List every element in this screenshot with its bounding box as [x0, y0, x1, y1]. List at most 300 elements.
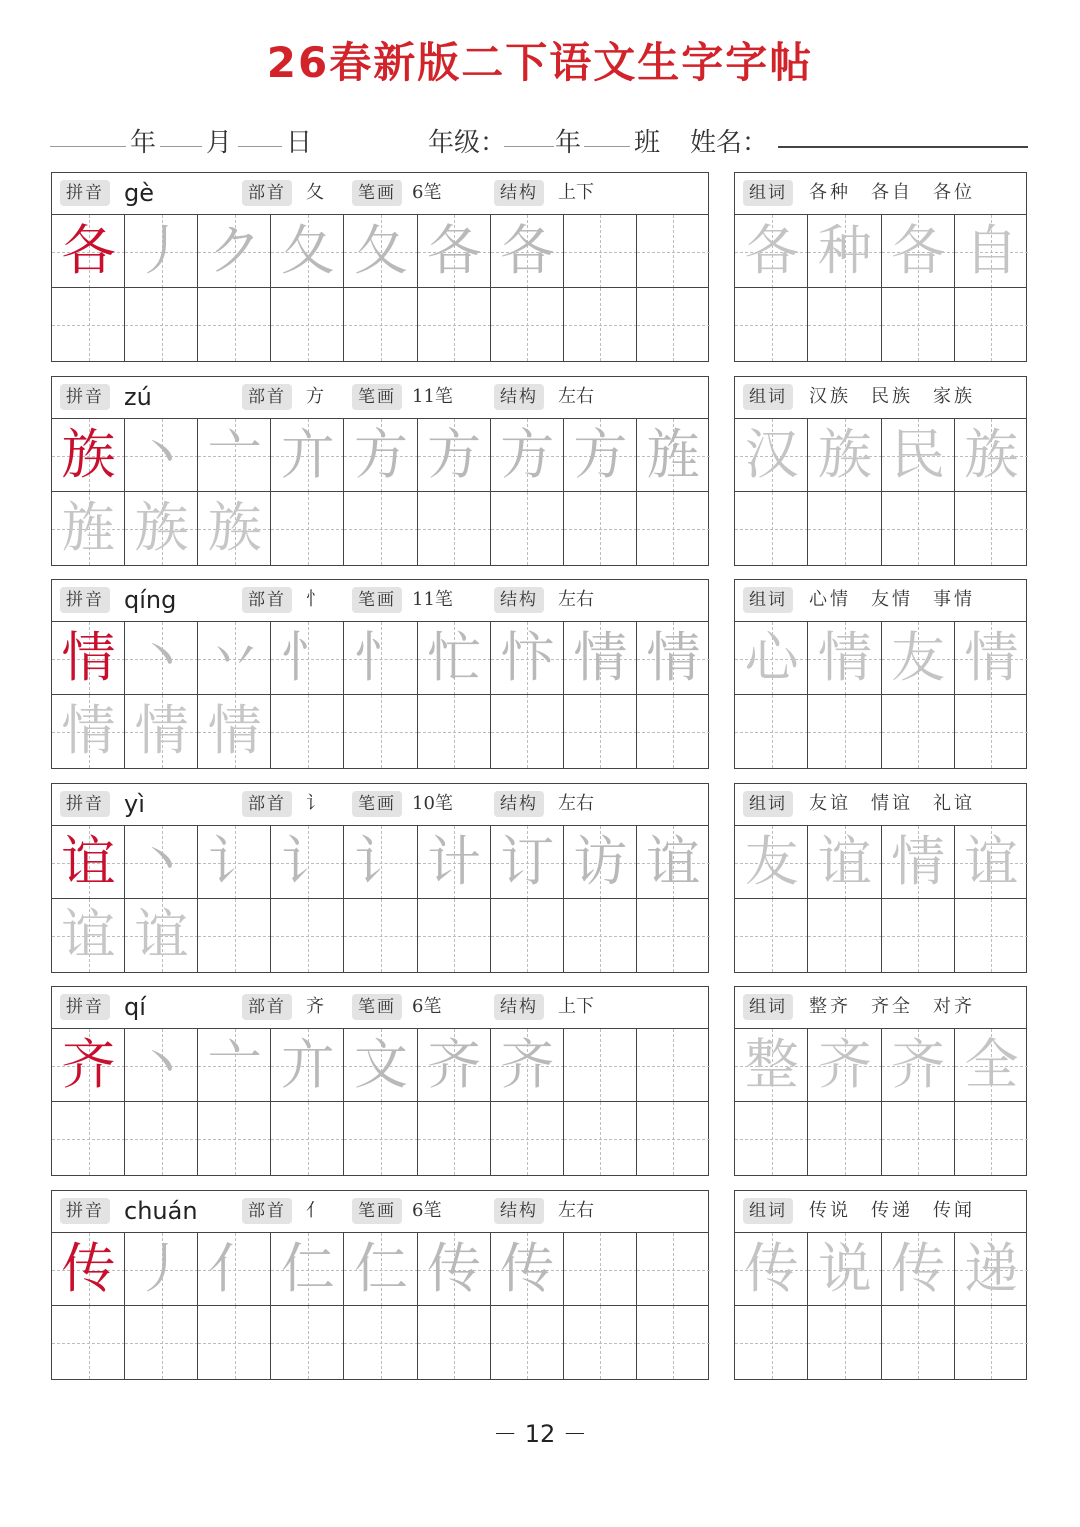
writing-cell[interactable]	[637, 1233, 710, 1306]
word-example: 汉族	[809, 386, 851, 407]
word-writing-cell[interactable]	[735, 1029, 808, 1102]
word-writing-cell[interactable]	[955, 695, 1028, 768]
writing-cell[interactable]	[637, 215, 710, 288]
pinyin-tag: 拼音	[60, 994, 110, 1020]
word-practice-panel	[734, 376, 1027, 566]
stroke-order-step: 丶	[134, 423, 189, 486]
month-blank[interactable]	[160, 146, 202, 147]
stroke-order-step: 齐	[500, 1033, 555, 1096]
char-practice-panel	[51, 1190, 709, 1380]
writing-cell[interactable]	[491, 622, 564, 695]
writing-cell[interactable]	[125, 419, 198, 492]
strokes-value: 10笔	[412, 793, 453, 814]
writing-cell[interactable]	[198, 1306, 271, 1379]
writing-cell[interactable]	[125, 1233, 198, 1306]
word-header	[735, 784, 1026, 826]
word-example: 家族	[933, 386, 975, 407]
word-writing-cell[interactable]	[808, 1102, 881, 1175]
writing-cell[interactable]	[637, 1306, 710, 1379]
writing-cell[interactable]	[198, 492, 271, 565]
word-trace-character: 自	[964, 219, 1019, 282]
word-header	[735, 580, 1026, 622]
word-writing-cell[interactable]	[735, 1102, 808, 1175]
structure-value: 上下	[558, 182, 594, 203]
word-example: 事情	[933, 589, 975, 610]
writing-cell[interactable]	[125, 1306, 198, 1379]
writing-cell[interactable]	[418, 288, 491, 361]
writing-cell[interactable]	[491, 419, 564, 492]
stroke-order-step: 讠	[207, 830, 262, 893]
word-trace-character: 传	[744, 1237, 799, 1300]
char-info-header	[52, 987, 708, 1029]
strokes-tag: 笔画	[352, 791, 402, 817]
writing-cell[interactable]	[637, 899, 710, 972]
writing-cell[interactable]	[418, 695, 491, 768]
writing-cell[interactable]	[52, 1306, 125, 1379]
name-label: 姓名：	[690, 128, 769, 158]
writing-cell[interactable]	[52, 1029, 125, 1102]
word-writing-cell[interactable]	[955, 492, 1028, 565]
writing-cell[interactable]	[271, 899, 344, 972]
writing-cell[interactable]	[491, 1306, 564, 1379]
structure-tag: 结构	[494, 384, 544, 410]
writing-cell[interactable]	[52, 695, 125, 768]
word-writing-cell[interactable]	[808, 695, 881, 768]
writing-cell[interactable]	[271, 215, 344, 288]
pinyin-value: gè	[124, 179, 154, 207]
word-writing-cell[interactable]	[882, 215, 955, 288]
writing-cell[interactable]	[125, 899, 198, 972]
writing-cell[interactable]	[491, 826, 564, 899]
word-header	[735, 987, 1026, 1029]
model-character: 情	[61, 626, 116, 689]
writing-cell[interactable]	[344, 1233, 417, 1306]
word-writing-cell[interactable]	[882, 1306, 955, 1379]
word-trace-character: 齐	[891, 1033, 946, 1096]
word-writing-cell[interactable]	[808, 1233, 881, 1306]
structure-tag: 结构	[494, 994, 544, 1020]
stroke-order-step: 忭	[500, 626, 555, 689]
writing-cell[interactable]	[418, 1029, 491, 1102]
word-example: 情谊	[871, 793, 913, 814]
word-example: 友谊	[809, 793, 851, 814]
writing-cell[interactable]	[491, 1029, 564, 1102]
writing-cell[interactable]	[198, 622, 271, 695]
word-practice-panel	[734, 986, 1027, 1176]
writing-cell[interactable]	[198, 899, 271, 972]
writing-cell[interactable]	[564, 695, 637, 768]
trace-character: 族	[134, 496, 189, 559]
word-trace-character: 谊	[817, 830, 872, 893]
name-blank[interactable]	[778, 146, 1028, 148]
grade-label: 年级：	[428, 128, 507, 158]
word-trace-character: 各	[744, 219, 799, 282]
writing-cell[interactable]	[271, 288, 344, 361]
word-example: 各自	[871, 182, 913, 203]
word-writing-cell[interactable]	[882, 1233, 955, 1306]
word-example: 传递	[871, 1200, 913, 1221]
class-label: 班	[634, 128, 661, 158]
writing-cell[interactable]	[125, 288, 198, 361]
word-writing-cell[interactable]	[955, 1029, 1028, 1102]
writing-cell[interactable]	[418, 826, 491, 899]
word-trace-character: 种	[817, 219, 872, 282]
pinyin-tag: 拼音	[60, 587, 110, 613]
writing-cell[interactable]	[564, 288, 637, 361]
stroke-order-step: 丶	[134, 1033, 189, 1096]
stroke-order-step: 丶	[134, 626, 189, 689]
stroke-order-step: 情	[646, 626, 701, 689]
word-writing-cell[interactable]	[882, 826, 955, 899]
stroke-order-step: 讠	[353, 830, 408, 893]
writing-cell[interactable]	[271, 419, 344, 492]
stroke-order-step: 忄	[353, 626, 408, 689]
year-blank[interactable]	[50, 146, 126, 147]
writing-cell[interactable]	[491, 288, 564, 361]
stroke-order-step: 亣	[280, 423, 335, 486]
word-example: 传说	[809, 1200, 851, 1221]
stroke-order-step: 亠	[207, 423, 262, 486]
month-label: 月	[206, 128, 233, 158]
radical-value: 齐	[306, 996, 324, 1017]
word-example: 传闻	[933, 1200, 975, 1221]
writing-cell[interactable]	[344, 492, 417, 565]
word-writing-cell[interactable]	[882, 695, 955, 768]
writing-cell[interactable]	[198, 1102, 271, 1175]
writing-cell[interactable]	[564, 1029, 637, 1102]
stroke-order-step: 夂	[280, 219, 335, 282]
writing-cell[interactable]	[52, 1102, 125, 1175]
pinyin-tag: 拼音	[60, 1198, 110, 1224]
structure-value: 左右	[558, 386, 594, 407]
radical-value: 夂	[306, 182, 324, 203]
radical-tag: 部首	[242, 180, 292, 206]
stroke-order-step: 各	[500, 219, 555, 282]
stroke-order-step: 夂	[353, 219, 408, 282]
radical-tag: 部首	[242, 791, 292, 817]
writing-cell[interactable]	[418, 1306, 491, 1379]
word-writing-cell[interactable]	[882, 1029, 955, 1102]
writing-cell[interactable]	[52, 899, 125, 972]
writing-cell[interactable]	[344, 622, 417, 695]
char-practice-panel	[51, 172, 709, 362]
word-example: 对齐	[933, 996, 975, 1017]
writing-cell[interactable]	[564, 215, 637, 288]
writing-cell[interactable]	[125, 215, 198, 288]
word-writing-cell[interactable]	[735, 826, 808, 899]
writing-cell[interactable]	[271, 826, 344, 899]
trace-character: 情	[134, 699, 189, 762]
strokes-tag: 笔画	[352, 180, 402, 206]
model-character: 各	[61, 219, 116, 282]
structure-tag: 结构	[494, 1198, 544, 1224]
stroke-order-step: ク	[207, 219, 262, 282]
word-writing-cell[interactable]	[808, 899, 881, 972]
grade-year-label: 年	[555, 128, 582, 158]
word-trace-character: 汉	[744, 423, 799, 486]
writing-cell[interactable]	[344, 695, 417, 768]
word-example: 各种	[809, 182, 851, 203]
word-writing-cell[interactable]	[955, 1306, 1028, 1379]
word-writing-cell[interactable]	[808, 826, 881, 899]
writing-cell[interactable]	[491, 695, 564, 768]
stroke-order-step: 传	[500, 1237, 555, 1300]
word-writing-cell[interactable]	[882, 1102, 955, 1175]
words-tag: 组词	[743, 587, 793, 613]
word-writing-cell[interactable]	[735, 1306, 808, 1379]
writing-cell[interactable]	[637, 622, 710, 695]
word-writing-cell[interactable]	[955, 622, 1028, 695]
word-writing-cell[interactable]	[808, 622, 881, 695]
writing-cell[interactable]	[125, 492, 198, 565]
writing-cell[interactable]	[125, 695, 198, 768]
word-trace-character: 族	[817, 423, 872, 486]
writing-cell[interactable]	[344, 215, 417, 288]
writing-cell[interactable]	[344, 899, 417, 972]
word-trace-character: 情	[817, 626, 872, 689]
writing-cell[interactable]	[52, 826, 125, 899]
stroke-order-step: 仁	[353, 1237, 408, 1300]
word-writing-cell[interactable]	[808, 1029, 881, 1102]
stroke-order-step: 讠	[280, 830, 335, 893]
word-practice-panel	[734, 579, 1027, 769]
word-header	[735, 377, 1026, 419]
writing-cell[interactable]	[271, 1233, 344, 1306]
stroke-order-step: 方	[500, 423, 555, 486]
writing-cell[interactable]	[564, 1102, 637, 1175]
writing-cell[interactable]	[564, 492, 637, 565]
word-practice-panel	[734, 783, 1027, 973]
model-character: 谊	[61, 830, 116, 893]
word-example: 民族	[871, 386, 913, 407]
grade-blank[interactable]	[504, 146, 554, 147]
writing-cell[interactable]	[52, 622, 125, 695]
radical-value: 亻	[306, 1200, 324, 1221]
writing-cell[interactable]	[125, 1102, 198, 1175]
word-writing-cell[interactable]	[735, 215, 808, 288]
writing-cell[interactable]	[418, 215, 491, 288]
word-writing-cell[interactable]	[735, 695, 808, 768]
word-trace-character: 情	[891, 830, 946, 893]
writing-cell[interactable]	[271, 1306, 344, 1379]
stroke-order-step: 传	[427, 1237, 482, 1300]
stroke-order-step: 订	[500, 830, 555, 893]
writing-cell[interactable]	[637, 419, 710, 492]
writing-cell[interactable]	[52, 1233, 125, 1306]
writing-cell[interactable]	[491, 1102, 564, 1175]
writing-cell[interactable]	[564, 826, 637, 899]
writing-cell[interactable]	[418, 419, 491, 492]
word-writing-cell[interactable]	[735, 288, 808, 361]
writing-cell[interactable]	[125, 826, 198, 899]
writing-cell[interactable]	[418, 492, 491, 565]
writing-cell[interactable]	[564, 899, 637, 972]
writing-cell[interactable]	[344, 1306, 417, 1379]
word-writing-cell[interactable]	[955, 826, 1028, 899]
writing-cell[interactable]	[125, 1029, 198, 1102]
practice-col-divider	[636, 215, 637, 361]
writing-cell[interactable]	[52, 492, 125, 565]
writing-cell[interactable]	[271, 622, 344, 695]
writing-cell[interactable]	[198, 1233, 271, 1306]
radical-tag: 部首	[242, 1198, 292, 1224]
word-writing-cell[interactable]	[735, 622, 808, 695]
word-writing-cell[interactable]	[955, 419, 1028, 492]
date-name-line	[50, 118, 1030, 158]
writing-cell[interactable]	[418, 1233, 491, 1306]
word-writing-cell[interactable]	[808, 215, 881, 288]
pinyin-tag: 拼音	[60, 180, 110, 206]
stroke-order-step: 齐	[427, 1033, 482, 1096]
writing-cell[interactable]	[198, 288, 271, 361]
stroke-order-step: 丿	[134, 219, 189, 282]
stroke-order-step: 方	[353, 423, 408, 486]
writing-cell[interactable]	[418, 1102, 491, 1175]
writing-cell[interactable]	[271, 1029, 344, 1102]
word-writing-cell[interactable]	[955, 1102, 1028, 1175]
word-writing-cell[interactable]	[735, 419, 808, 492]
strokes-tag: 笔画	[352, 384, 402, 410]
day-blank[interactable]	[238, 146, 282, 147]
word-header	[735, 173, 1026, 215]
writing-cell[interactable]	[198, 419, 271, 492]
writing-cell[interactable]	[491, 1233, 564, 1306]
stroke-order-step: 方	[427, 423, 482, 486]
stroke-order-step: 亠	[207, 1033, 262, 1096]
word-writing-cell[interactable]	[735, 899, 808, 972]
writing-cell[interactable]	[198, 826, 271, 899]
writing-cell[interactable]	[344, 826, 417, 899]
stroke-order-step: 丷	[207, 626, 262, 689]
word-trace-character: 心	[744, 626, 799, 689]
stroke-order-step: 计	[427, 830, 482, 893]
words-tag: 组词	[743, 1198, 793, 1224]
writing-cell[interactable]	[637, 695, 710, 768]
writing-cell[interactable]	[344, 1102, 417, 1175]
writing-cell[interactable]	[52, 215, 125, 288]
words-tag: 组词	[743, 384, 793, 410]
writing-cell[interactable]	[637, 492, 710, 565]
stroke-order-step: 方	[573, 423, 628, 486]
model-character: 传	[61, 1237, 116, 1300]
strokes-tag: 笔画	[352, 587, 402, 613]
writing-cell[interactable]	[418, 899, 491, 972]
word-trace-character: 全	[964, 1033, 1019, 1096]
word-example: 各位	[933, 182, 975, 203]
pinyin-value: yì	[124, 790, 145, 818]
writing-cell[interactable]	[564, 622, 637, 695]
word-writing-cell[interactable]	[882, 419, 955, 492]
word-writing-cell[interactable]	[808, 288, 881, 361]
writing-cell[interactable]	[564, 1306, 637, 1379]
word-trace-character: 友	[744, 830, 799, 893]
stroke-order-step: 忄	[280, 626, 335, 689]
word-writing-cell[interactable]	[955, 1233, 1028, 1306]
word-writing-cell[interactable]	[735, 1233, 808, 1306]
writing-cell[interactable]	[52, 288, 125, 361]
word-trace-character: 传	[891, 1237, 946, 1300]
word-writing-cell[interactable]	[955, 215, 1028, 288]
word-trace-character: 整	[744, 1033, 799, 1096]
word-writing-cell[interactable]	[955, 288, 1028, 361]
structure-tag: 结构	[494, 587, 544, 613]
word-writing-cell[interactable]	[808, 1306, 881, 1379]
writing-cell[interactable]	[637, 288, 710, 361]
stroke-order-step: 情	[573, 626, 628, 689]
writing-cell[interactable]	[564, 1233, 637, 1306]
word-writing-cell[interactable]	[882, 622, 955, 695]
writing-cell[interactable]	[271, 695, 344, 768]
radical-tag: 部首	[242, 994, 292, 1020]
writing-cell[interactable]	[271, 492, 344, 565]
writing-cell[interactable]	[637, 1029, 710, 1102]
writing-cell[interactable]	[637, 826, 710, 899]
trace-character: 情	[61, 699, 116, 762]
word-trace-character: 情	[964, 626, 1019, 689]
writing-cell[interactable]	[271, 1102, 344, 1175]
writing-cell[interactable]	[198, 1029, 271, 1102]
char-practice-panel	[51, 986, 709, 1176]
writing-cell[interactable]	[198, 695, 271, 768]
word-writing-cell[interactable]	[808, 492, 881, 565]
stroke-order-step: 亻	[207, 1237, 262, 1300]
trace-character: 谊	[61, 903, 116, 966]
model-character: 族	[61, 423, 116, 486]
word-trace-character: 友	[891, 626, 946, 689]
writing-cell[interactable]	[564, 419, 637, 492]
word-writing-cell[interactable]	[882, 899, 955, 972]
word-writing-cell[interactable]	[808, 419, 881, 492]
strokes-tag: 笔画	[352, 994, 402, 1020]
writing-cell[interactable]	[344, 1029, 417, 1102]
writing-cell[interactable]	[418, 622, 491, 695]
radical-value: 方	[306, 386, 324, 407]
words-tag: 组词	[743, 994, 793, 1020]
writing-cell[interactable]	[198, 215, 271, 288]
strokes-value: 11笔	[412, 589, 453, 610]
word-practice-panel	[734, 172, 1027, 362]
words-tag: 组词	[743, 180, 793, 206]
writing-cell[interactable]	[491, 492, 564, 565]
writing-cell[interactable]	[344, 288, 417, 361]
page-title: 26春新版二下语文生字字帖	[266, 38, 814, 87]
writing-cell[interactable]	[125, 622, 198, 695]
writing-cell[interactable]	[637, 1102, 710, 1175]
writing-cell[interactable]	[491, 899, 564, 972]
practice-col-divider	[636, 1233, 637, 1379]
word-writing-cell[interactable]	[882, 492, 955, 565]
word-trace-character: 齐	[817, 1033, 872, 1096]
word-writing-cell[interactable]	[955, 899, 1028, 972]
year-label: 年	[130, 128, 157, 158]
stroke-order-step: 旌	[646, 423, 701, 486]
class-blank[interactable]	[584, 146, 630, 147]
trace-character: 族	[207, 496, 262, 559]
writing-cell[interactable]	[491, 215, 564, 288]
pinyin-tag: 拼音	[60, 791, 110, 817]
stroke-order-step: 亣	[280, 1033, 335, 1096]
char-practice-panel	[51, 376, 709, 566]
writing-cell[interactable]	[52, 419, 125, 492]
structure-value: 左右	[558, 1200, 594, 1221]
stroke-order-step: 各	[427, 219, 482, 282]
word-writing-cell[interactable]	[735, 492, 808, 565]
stroke-order-step: 丶	[134, 830, 189, 893]
writing-cell[interactable]	[344, 419, 417, 492]
word-writing-cell[interactable]	[882, 288, 955, 361]
pinyin-value: zú	[124, 383, 152, 411]
structure-value: 左右	[558, 589, 594, 610]
